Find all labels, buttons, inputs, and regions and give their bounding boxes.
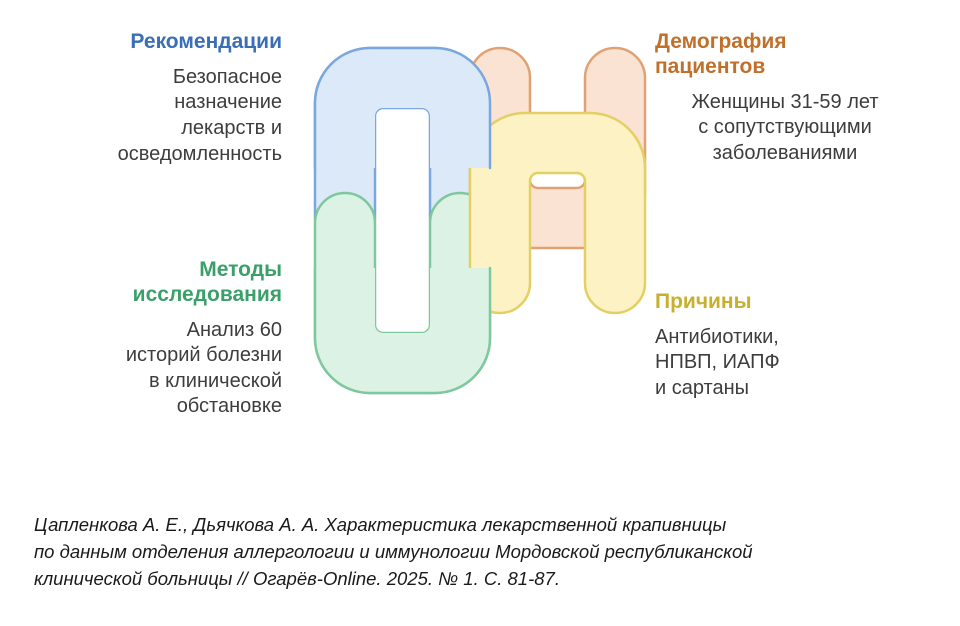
text-line: Безопасное bbox=[172, 65, 282, 88]
hook-overlap-blue-top bbox=[315, 48, 490, 168]
citation-line: по данным отделения аллергологии и иммунологии Мордовской республиканской bbox=[34, 540, 753, 562]
text-line: Демография bbox=[655, 30, 787, 53]
block-demography bbox=[655, 30, 915, 166]
block-methods-body bbox=[22, 318, 282, 420]
text-line: пациентов bbox=[655, 54, 766, 78]
text-line: НПВП, ИАПФ bbox=[655, 351, 780, 374]
text-line: Методы bbox=[199, 258, 282, 281]
block-causes-body bbox=[655, 325, 915, 402]
text-line: с сопутствующими bbox=[698, 116, 872, 139]
hook-overlap-green-bottom bbox=[315, 268, 490, 393]
block-recommendations-body bbox=[22, 65, 282, 167]
citation-line: клинической больницы // Огарёв-Online. 2025. № 1. С. 81-87. bbox=[34, 567, 560, 589]
text-line: осведомленность bbox=[117, 142, 282, 165]
citation-line: Цапленкова А. Е., Дьячкова А. А. Характеристика лекарственной крапивницы bbox=[34, 514, 727, 535]
text-line: и сартаны bbox=[655, 376, 750, 399]
text-line: историй болезни bbox=[125, 344, 282, 367]
text-line: лекарств и bbox=[181, 116, 282, 139]
text-line: Женщины 31-59 лет bbox=[691, 90, 879, 113]
interlocking-hooks-graphic bbox=[285, 18, 675, 398]
text-line: заболеваниями bbox=[712, 141, 858, 164]
text-line: назначение bbox=[174, 91, 282, 114]
text-line: обстановке bbox=[176, 395, 282, 418]
block-demography-body bbox=[655, 90, 915, 167]
text-line: исследования bbox=[132, 282, 282, 306]
text-line: Анализ 60 bbox=[186, 318, 282, 341]
block-demography-heading bbox=[655, 30, 915, 80]
block-methods bbox=[22, 258, 282, 420]
block-methods-heading bbox=[22, 258, 282, 308]
text-line: Антибиотики, bbox=[655, 325, 779, 348]
citation bbox=[34, 512, 924, 592]
block-causes-heading: Причины bbox=[655, 290, 752, 313]
block-recommendations bbox=[22, 30, 282, 167]
block-recommendations-heading: Рекомендации bbox=[130, 30, 282, 53]
text-line: в клинической bbox=[148, 369, 282, 392]
block-causes bbox=[655, 290, 915, 402]
